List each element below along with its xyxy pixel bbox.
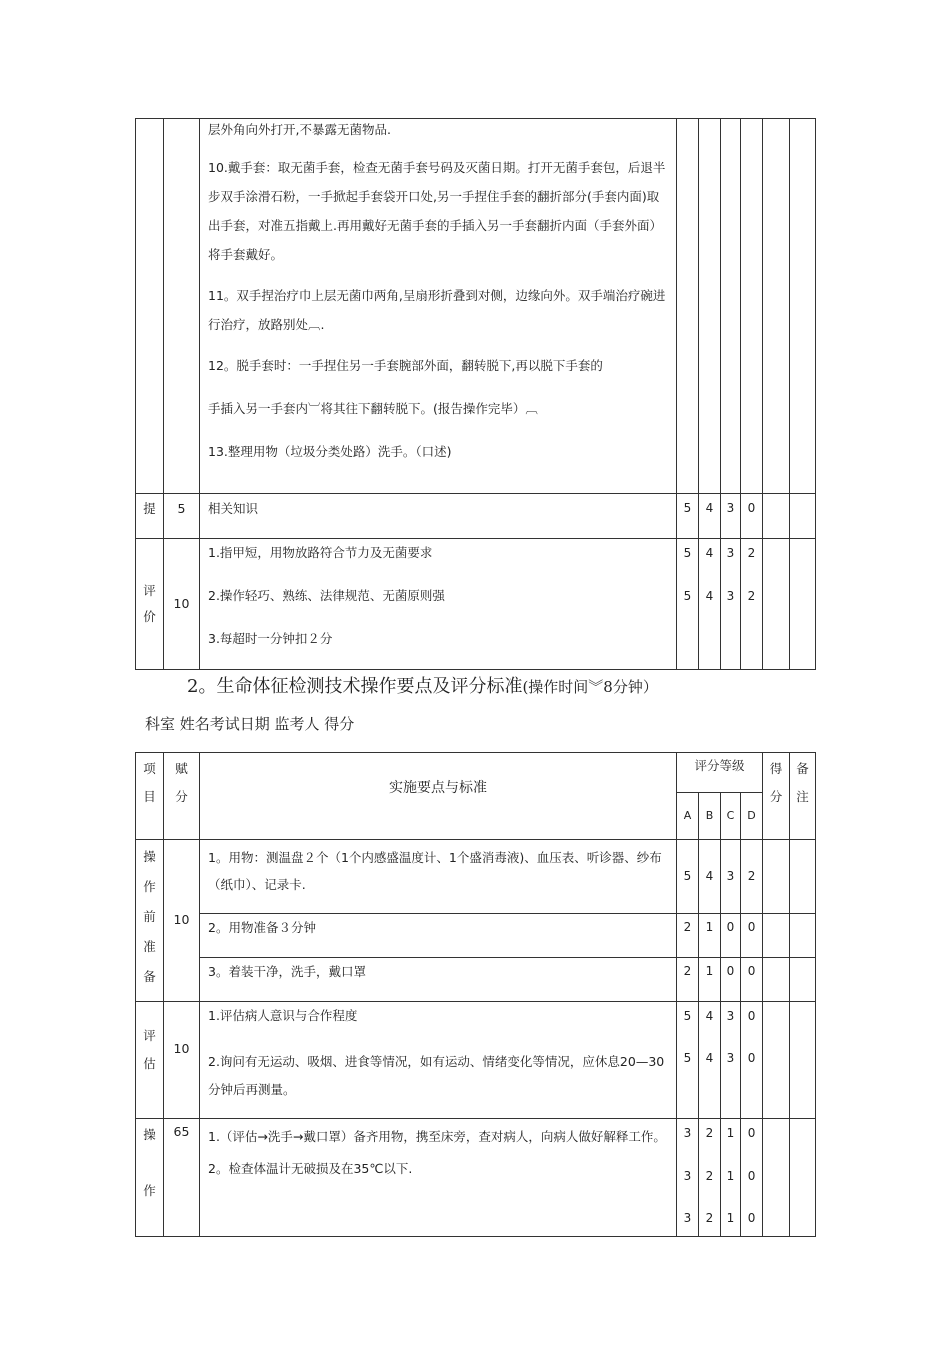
text-line: 3.每超时一分钟扣２分 — [208, 631, 333, 646]
score-b: 1 — [699, 958, 721, 1002]
standard-cell: 3。着装干净，洗手，戴口罩 — [200, 958, 677, 1002]
text-line: 13.整理用物（垃圾分类处路）洗手。（口述) — [208, 444, 452, 460]
score-b: 4 — [699, 840, 721, 914]
text-line: 2。检查体温计无破损及在35℃以下. — [208, 1161, 413, 1176]
standard-cell — [200, 539, 677, 670]
text-line: 层外角向外打开,不暴露无菌物品. — [208, 122, 391, 137]
score-a: 2 — [677, 958, 699, 1002]
grade-b: B — [699, 793, 721, 840]
table-row — [136, 119, 816, 494]
grade-a: A — [677, 793, 699, 840]
table-1 — [135, 118, 816, 670]
text-line: 1.评估病人意识与合作程度 — [208, 1008, 358, 1023]
points-cell: 65 — [164, 1119, 200, 1237]
score-c: 3 — [721, 840, 741, 914]
grade-d: D — [741, 793, 763, 840]
standard-cell: 相关知识 — [200, 494, 677, 539]
points-cell: 10 — [164, 539, 200, 670]
table-row — [136, 958, 816, 1002]
heading-main: 2。生命体征检测技术操作要点及评分标准 — [187, 676, 523, 697]
text-line: 10.戴手套：取无菌手套，检查无菌手套号码及灭菌日期。打开无菌手套包，后退半步双手涂滑石粉，一手掀起手套袋开口处,另一手捏住手套的翻折部分(手套内面)取出手套，对准五指戴上.再用戴好无菌手套的手插入另一手套翻折内面（手套外面）将手套戴好。 — [208, 160, 666, 263]
score-b: 4 — [699, 494, 721, 539]
table-row — [136, 914, 816, 958]
header-score: 得 分 — [763, 753, 790, 840]
header-remark: 备 注 — [790, 753, 816, 840]
header-item: 项 目 — [136, 753, 164, 840]
header-row — [136, 753, 816, 793]
points-cell: 10 — [164, 840, 200, 1002]
points-cell: 10 — [164, 1002, 200, 1119]
score-c: 0 — [721, 958, 741, 1002]
grade-c: C — [721, 793, 741, 840]
table-2 — [135, 752, 816, 1237]
text-line: 2.询问有无运动、吸烟、进食等情况，如有运动、情绪变化等情况，应休息20—30分钟后再测量。 — [208, 1054, 665, 1097]
section-heading — [187, 672, 658, 698]
header-standard: 实施要点与标准 — [200, 753, 677, 840]
text-line: 1.指甲短，用物放路符合节力及无菌要求 — [208, 545, 433, 560]
standard-cell: 1。用物：测温盘２个（1个内感盛温度计、1个盛消毒液)、血压表、听诊器、纱布（纸巾）、记录卡. — [200, 840, 677, 914]
text-line: 11。双手捏治疗巾上层无菌巾两角,呈扇形折叠到对侧，边缘向外。双手端治疗碗进行治疗，放路别处︹. — [208, 288, 666, 333]
table-row: 操 作 65 1.（评估→洗手→戴口罩）备齐用物，携至床旁，查对病人，向病人做好解释工作。 2。检查体温计无破损及在35℃以下. 3 3 3 2 2 2 1 1 1 0 0 0 — [136, 1119, 816, 1237]
header-grade: 评分等级 — [677, 753, 763, 793]
standard-cell — [200, 1119, 677, 1237]
score-a: 5 — [677, 494, 699, 539]
heading-time: (操作时间︾8分钟） — [522, 678, 658, 696]
score-c: 3 — [721, 494, 741, 539]
score-d: 0 — [741, 914, 763, 958]
item-cell: 评 估 — [136, 1002, 164, 1119]
score-a: 5 — [677, 840, 699, 914]
table-row — [136, 840, 816, 914]
item-cell — [136, 119, 164, 494]
standard-cell — [200, 1002, 677, 1119]
table-row — [136, 494, 816, 539]
score-a: 2 — [677, 914, 699, 958]
points-cell — [164, 119, 200, 494]
standard-cell — [200, 119, 677, 494]
score-d: 2 — [741, 840, 763, 914]
text-line: 1.（评估→洗手→戴口罩）备齐用物，携至床旁，查对病人，向病人做好解释工作。 — [208, 1129, 666, 1144]
score-c: 0 — [721, 914, 741, 958]
score-b: 1 — [699, 914, 721, 958]
standard-cell: 2。用物准备３分钟 — [200, 914, 677, 958]
table-row: 评 价 10 1.指甲短，用物放路符合节力及无菌要求 2.操作轻巧、熟练、法律规范、无菌原则强 3.每超时一分钟扣２分 5 5 4 4 3 3 2 2 — [136, 539, 816, 670]
score-d: 0 — [741, 494, 763, 539]
item-cell: 操 作 — [136, 1119, 164, 1237]
item-cell: 评 价 — [136, 539, 164, 670]
score-d: 0 — [741, 958, 763, 1002]
text-line: 12。脱手套时：一手捏住另一手套腕部外面，翻转脱下,再以脱下手套的 — [208, 358, 603, 374]
text-line: 2.操作轻巧、熟练、法律规范、无菌原则强 — [208, 588, 445, 603]
item-cell: 操 作 前 准 备 — [136, 840, 164, 1002]
text-line: 手插入另一手套内︺将其往下翻转脱下。(报告操作完毕）︹ — [208, 401, 538, 417]
exam-info-line: 科室 姓名考试日期 监考人 得分 — [145, 715, 355, 733]
header-points: 赋 分 — [164, 753, 200, 840]
table-row: 评 估 10 1.评估病人意识与合作程度 2.询问有无运动、吸烟、进食等情况，如有运动、情绪变化等情况，应休息20—30分钟后再测量。 5 5 4 4 3 3 0 0 — [136, 1002, 816, 1119]
points-cell: 5 — [164, 494, 200, 539]
item-cell: 提 — [136, 494, 164, 539]
